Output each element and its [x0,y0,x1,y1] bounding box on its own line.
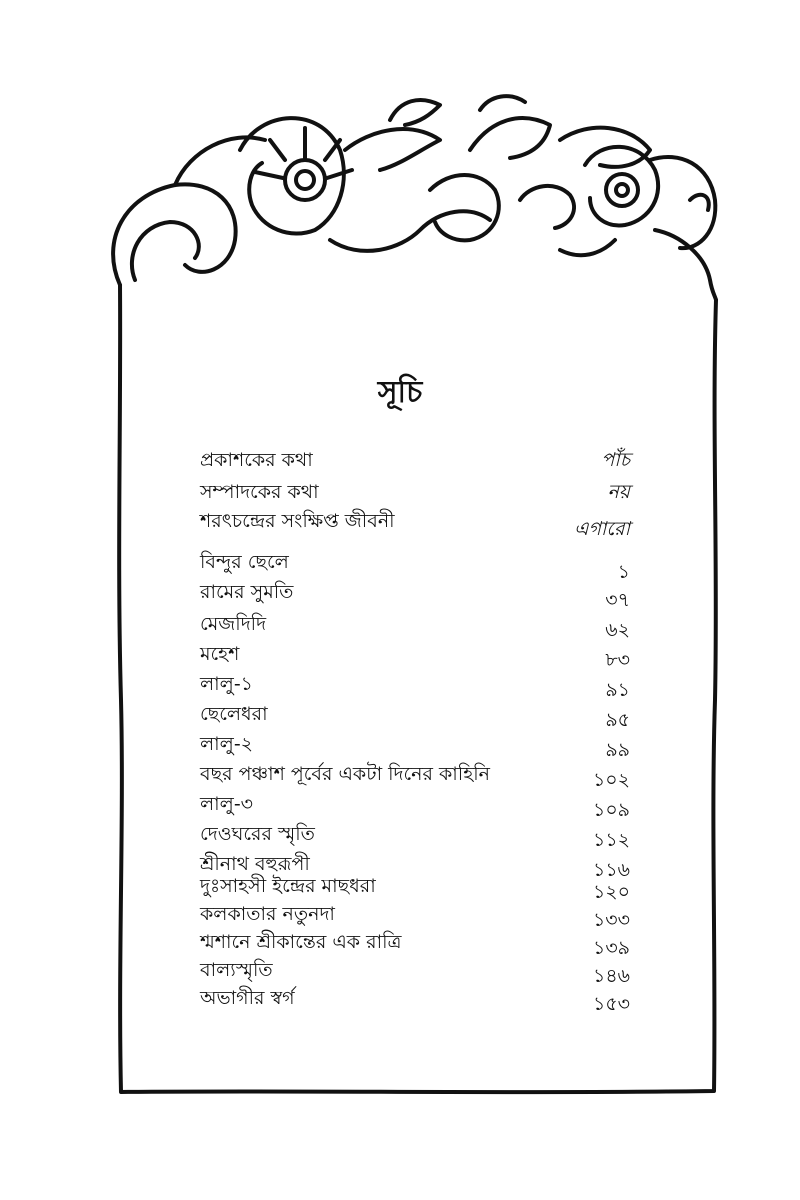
toc-entry-page: ৯১ [605,679,630,701]
toc-entry [200,820,630,850]
toc-entry-title: লালু-২ [200,733,254,755]
toc-entry [200,507,630,540]
toc-entry-page: নয় [607,481,630,503]
toc-entry-title: শ্রীনাথ বহুরূপী [200,853,310,875]
toc-entry-page: ১০২ [592,769,630,791]
toc-entry-title: বছর পঞ্চাশ পূর্বের একটা দিনের কাহিনি [200,763,490,785]
toc-entry-title: দেওঘরের স্মৃতি [200,823,315,845]
toc-entry [200,478,630,508]
toc-entry-page: ১৪৬ [592,965,630,987]
toc-entry-title: প্রকাশকের কথা [200,449,313,471]
toc-entry [200,700,630,730]
toc-entry-title: বাল্যস্মৃতি [200,959,273,981]
toc-entry-page: ১১৬ [592,859,630,881]
toc-entry-page: ৮৩ [605,649,630,671]
toc-entry-page: ৯৫ [605,709,630,731]
toc-entry [200,790,630,820]
toc-entry [200,956,630,986]
toc-entry [200,610,630,640]
toc-entry-page: ৬২ [605,619,630,641]
toc-entry [200,928,630,958]
toc-entry-title: মেজদিদি [200,613,267,635]
toc-entry-page: ১৫৩ [592,993,630,1015]
toc-entry-page: ১৩৩ [592,909,630,931]
toc-entry [200,872,630,902]
page-title: সূচি [377,375,423,410]
toc-entry-page: ১০৯ [592,799,630,821]
toc-entry-title: বিন্দুর ছেলে [200,551,289,573]
toc-entry [200,900,630,930]
toc-entry [200,578,630,611]
toc-entry-page: ৯৯ [605,739,630,761]
toc-entry-title: দুঃসাহসী ইন্দ্রের মাছধরা [200,875,376,897]
toc-entry-title: অভাগীর স্বর্গ [200,987,295,1009]
toc-entry [200,446,630,476]
toc-entry-title: লালু-১ [200,673,254,695]
toc-entry [200,670,630,700]
toc-entry-title: রামের সুমতি [200,581,294,603]
toc-entry-page: ১১২ [592,829,630,851]
toc-entry-page: ১ [617,561,630,583]
toc-entry-title: শরৎচন্দ্রের সংক্ষিপ্ত জীবনী [200,510,395,532]
toc-entry-title: কলকাতার নতুনদা [200,903,335,925]
toc-entry [200,730,630,760]
toc-entry [200,640,630,670]
toc-entry [200,760,630,790]
toc-entry-title: সম্পাদকের কথা [200,481,319,503]
toc-entry-page: এগারো [573,518,630,540]
toc-entry-page: ৩৭ [605,589,630,611]
toc-entry-page: পাঁচ [601,449,630,471]
toc-entry-title: ছেলেধরা [200,703,268,725]
toc-entry [200,548,630,583]
toc-entry-title: লালু-৩ [200,793,254,815]
toc-entry [200,984,630,1014]
toc-entry-title: মহেশ [200,643,240,665]
toc-entry-page: ১৩৯ [592,937,630,959]
toc-entry-page: ১২০ [592,881,630,903]
toc-entry-title: শ্মশানে শ্রীকান্তের এক রাত্রি [200,931,402,953]
